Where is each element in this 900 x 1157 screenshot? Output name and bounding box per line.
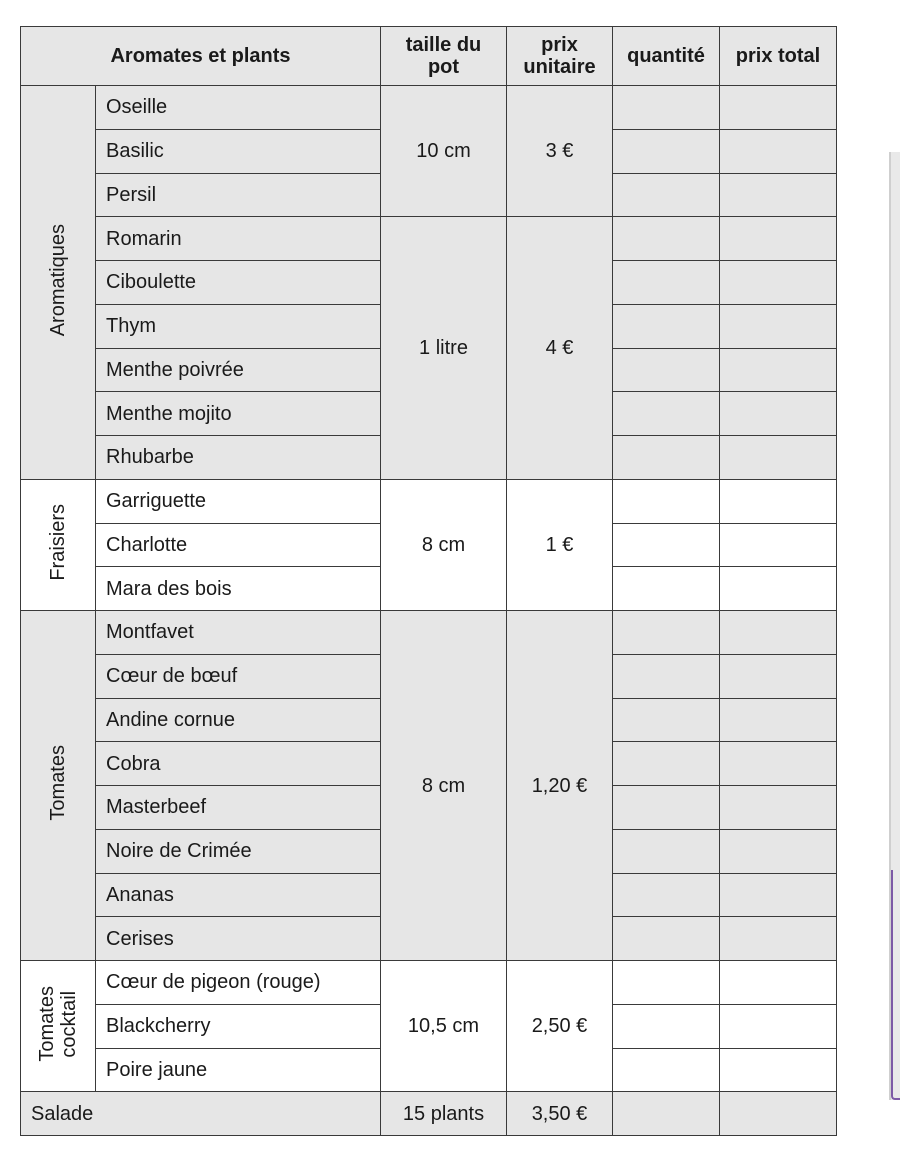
total-cell[interactable] [720, 348, 837, 392]
plant-name: Oseille [96, 86, 381, 130]
plant-name: Salade [21, 1092, 381, 1136]
pot-size-cell: 10,5 cm [381, 961, 507, 1092]
total-cell[interactable] [720, 567, 837, 611]
total-cell[interactable] [720, 523, 837, 567]
quantity-cell[interactable] [613, 1092, 720, 1136]
plant-name: Thym [96, 304, 381, 348]
plant-name: Poire jaune [96, 1048, 381, 1092]
plant-name: Romarin [96, 217, 381, 261]
total-cell[interactable] [720, 654, 837, 698]
total-cell[interactable] [720, 786, 837, 830]
total-cell[interactable] [720, 742, 837, 786]
table-row [21, 961, 837, 1005]
plant-name: Blackcherry [96, 1004, 381, 1048]
plant-name: Menthe poivrée [96, 348, 381, 392]
total-cell[interactable] [720, 261, 837, 305]
pot-size-cell: 15 plants [381, 1092, 507, 1136]
unit-price-cell: 4 € [507, 217, 613, 480]
quantity-cell[interactable] [613, 961, 720, 1005]
plant-name: Noire de Crimée [96, 829, 381, 873]
quantity-cell[interactable] [613, 523, 720, 567]
header-row [21, 27, 837, 86]
quantity-cell[interactable] [613, 873, 720, 917]
purple-pen-mark [891, 870, 900, 1100]
category-label: Aromatiques [47, 223, 69, 337]
plant-name: Menthe mojito [96, 392, 381, 436]
plant-name: Cœur de pigeon (rouge) [96, 961, 381, 1005]
category-label: Fraisiers [47, 504, 69, 581]
header-unit-price: prix unitaire [507, 27, 613, 86]
total-cell[interactable] [720, 961, 837, 1005]
plant-name: Charlotte [96, 523, 381, 567]
header-total-price: prix total [720, 27, 837, 86]
category-cell [21, 86, 96, 480]
plant-name: Cerises [96, 917, 381, 961]
quantity-cell[interactable] [613, 567, 720, 611]
header-product: Aromates et plants [21, 27, 381, 86]
plant-name: Mara des bois [96, 567, 381, 611]
total-cell[interactable] [720, 611, 837, 655]
category-label: Tomates [47, 745, 69, 821]
quantity-cell[interactable] [613, 654, 720, 698]
quantity-cell[interactable] [613, 261, 720, 305]
plant-name: Cobra [96, 742, 381, 786]
table-row [21, 479, 837, 523]
plant-name: Ananas [96, 873, 381, 917]
quantity-cell[interactable] [613, 611, 720, 655]
plant-name: Basilic [96, 129, 381, 173]
total-cell[interactable] [720, 873, 837, 917]
table-row [21, 611, 837, 655]
unit-price-cell: 1,20 € [507, 611, 613, 961]
table-row [21, 217, 837, 261]
quantity-cell[interactable] [613, 86, 720, 130]
total-cell[interactable] [720, 304, 837, 348]
quantity-cell[interactable] [613, 348, 720, 392]
header-quantity: quantité [613, 27, 720, 86]
total-cell[interactable] [720, 1092, 837, 1136]
total-cell[interactable] [720, 392, 837, 436]
category-label: Tomates cocktail [36, 985, 80, 1062]
quantity-cell[interactable] [613, 829, 720, 873]
unit-price-cell: 3 € [507, 86, 613, 217]
total-cell[interactable] [720, 917, 837, 961]
plant-name: Cœur de bœuf [96, 654, 381, 698]
quantity-cell[interactable] [613, 698, 720, 742]
total-cell[interactable] [720, 129, 837, 173]
quantity-cell[interactable] [613, 129, 720, 173]
pot-size-cell: 1 litre [381, 217, 507, 480]
plant-name: Montfavet [96, 611, 381, 655]
category-cell [21, 611, 96, 961]
plant-name: Persil [96, 173, 381, 217]
category-cell [21, 961, 96, 1092]
quantity-cell[interactable] [613, 173, 720, 217]
total-cell[interactable] [720, 479, 837, 523]
unit-price-cell: 1 € [507, 479, 613, 610]
quantity-cell[interactable] [613, 742, 720, 786]
total-cell[interactable] [720, 1048, 837, 1092]
plant-name: Rhubarbe [96, 436, 381, 480]
pot-size-cell: 10 cm [381, 86, 507, 217]
category-cell [21, 479, 96, 610]
quantity-cell[interactable] [613, 917, 720, 961]
plant-name: Garriguette [96, 479, 381, 523]
pot-size-cell: 8 cm [381, 611, 507, 961]
unit-price-cell: 3,50 € [507, 1092, 613, 1136]
plant-name: Andine cornue [96, 698, 381, 742]
quantity-cell[interactable] [613, 479, 720, 523]
total-cell[interactable] [720, 173, 837, 217]
quantity-cell[interactable] [613, 304, 720, 348]
quantity-cell[interactable] [613, 217, 720, 261]
quantity-cell[interactable] [613, 392, 720, 436]
plant-name: Masterbeef [96, 786, 381, 830]
quantity-cell[interactable] [613, 436, 720, 480]
total-cell[interactable] [720, 829, 837, 873]
table-row [21, 86, 837, 130]
total-cell[interactable] [720, 217, 837, 261]
order-price-table [20, 26, 837, 1136]
quantity-cell[interactable] [613, 1048, 720, 1092]
unit-price-cell: 2,50 € [507, 961, 613, 1092]
quantity-cell[interactable] [613, 786, 720, 830]
plant-name: Ciboulette [96, 261, 381, 305]
header-pot-size: taille du pot [381, 27, 507, 86]
total-cell[interactable] [720, 436, 837, 480]
total-cell[interactable] [720, 698, 837, 742]
quantity-cell[interactable] [613, 1004, 720, 1048]
salade-row [21, 1092, 837, 1136]
total-cell[interactable] [720, 1004, 837, 1048]
total-cell[interactable] [720, 86, 837, 130]
pot-size-cell: 8 cm [381, 479, 507, 610]
